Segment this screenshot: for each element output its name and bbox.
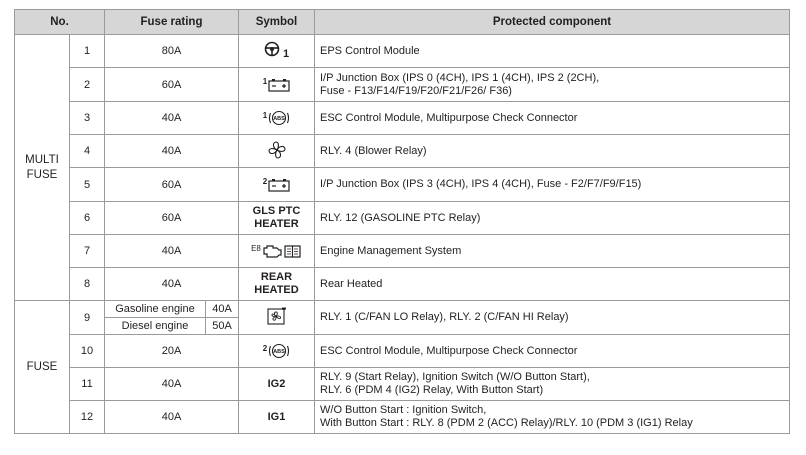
symbol-superscript: 2 (262, 343, 268, 353)
row-number: 4 (70, 135, 105, 168)
protected-component (315, 301, 790, 335)
component-line: Rear Heated (320, 277, 383, 290)
fuse-rating: 60A (105, 202, 239, 235)
symbol-superscript: 1 (262, 77, 268, 86)
steering-eps-icon (264, 41, 280, 57)
row-number: 9 (70, 301, 105, 335)
engine-label: Gasoline engine (105, 301, 206, 318)
svg-text:ABS: ABS (273, 116, 286, 122)
fuse-rating: 40A (105, 102, 239, 135)
table-row (15, 401, 790, 434)
component-line: Fuse - F13/F14/F19/F20/F21/F26/ F36) (320, 84, 512, 97)
protected-component (315, 68, 790, 102)
group-label-line2: FUSE (26, 168, 58, 181)
symbol-cell (239, 168, 315, 202)
component-line: ESC Control Module, Multipurpose Check Connector (320, 344, 578, 357)
table-row (15, 368, 790, 401)
table-row (15, 235, 790, 268)
symbol-text-line: REAR (260, 271, 293, 283)
row-number: 5 (70, 168, 105, 202)
protected-component (315, 268, 790, 301)
symbol-cell (239, 35, 315, 68)
fuse-rating: 40A (105, 268, 239, 301)
symbol-superscript: 2 (262, 177, 268, 186)
row-number: 10 (70, 335, 105, 368)
table-row (15, 35, 790, 68)
symbol-cell (239, 335, 315, 368)
table-row (15, 135, 790, 168)
header-no: No. (15, 10, 105, 35)
row-number: 3 (70, 102, 105, 135)
symbol-cell (239, 202, 315, 235)
fuse-rating: 40A (105, 235, 239, 268)
battery-icon (268, 78, 290, 92)
cooling-fan-icon (266, 306, 288, 326)
symbol-superscript: 1 (262, 110, 268, 120)
header-row (15, 10, 790, 35)
fuse-rating-split (105, 301, 239, 335)
component-line: I/P Junction Box (IPS 3 (4CH), IPS 4 (4CH), Fuse - F2/F7/F9/F15) (320, 178, 642, 190)
table-row (15, 268, 790, 301)
symbol-suffix: 1 (282, 48, 290, 60)
row-number: 2 (70, 68, 105, 102)
protected-component (315, 168, 790, 202)
component-line: RLY. 9 (Start Relay), Ignition Switch (W/O Button Start), (320, 371, 590, 383)
row-number: 11 (70, 368, 105, 401)
fuse-rating: 60A (105, 168, 239, 202)
symbol-cell (239, 135, 315, 168)
symbol-cell: IG1 (239, 401, 315, 434)
header-rating: Fuse rating (105, 10, 239, 35)
svg-text:ABS: ABS (273, 349, 286, 355)
table-row (15, 301, 790, 335)
component-line: I/P Junction Box (IPS 0 (4CH), IPS 1 (4CH), IPS 2 (2CH), (320, 71, 600, 84)
component-line: W/O Button Start : Ignition Switch, (320, 404, 487, 416)
protected-component (315, 35, 790, 68)
engine-rating: 50A (206, 318, 239, 335)
row-number: 12 (70, 401, 105, 434)
fuse-rating: 40A (105, 368, 239, 401)
fuse-rating: 20A (105, 335, 239, 368)
group-fuse: FUSE (15, 301, 70, 434)
battery-icon (268, 178, 290, 192)
row-number: 1 (70, 35, 105, 68)
fuse-rating: 80A (105, 35, 239, 68)
table-row (15, 102, 790, 135)
symbol-cell (239, 268, 315, 301)
symbol-cell (239, 301, 315, 335)
header-symbol: Symbol (239, 10, 315, 35)
protected-component (315, 335, 790, 368)
fuse-rating: 40A (105, 401, 239, 434)
row-number: 6 (70, 202, 105, 235)
fan-icon (267, 140, 287, 160)
fuse-table-container (14, 9, 790, 434)
table-row (15, 202, 790, 235)
protected-component (315, 368, 790, 401)
symbol-cell (239, 235, 315, 268)
symbol-text-line: HEATER (254, 218, 299, 230)
header-component: Protected component (315, 10, 790, 35)
fuse-rating: 40A (105, 135, 239, 168)
engine-rating: 40A (206, 301, 239, 318)
component-line: EPS Control Module (320, 44, 420, 57)
table-row (15, 68, 790, 102)
component-line: With Button Start : RLY. 8 (PDM 2 (ACC) Relay)/RLY. 10 (PDM 3 (IG1) Relay (320, 417, 693, 429)
protected-component (315, 235, 790, 268)
protected-component (315, 135, 790, 168)
engine-label: Diesel engine (121, 320, 189, 332)
fuse-table (14, 9, 790, 434)
abs-icon (268, 110, 290, 126)
symbol-text-line: GLS PTC (252, 205, 301, 217)
symbol-cell (239, 102, 315, 135)
table-row (15, 168, 790, 202)
protected-component (315, 102, 790, 135)
row-number: 8 (70, 268, 105, 301)
component-line: Engine Management System (320, 244, 462, 257)
group-label-line1: MULTI (25, 153, 59, 166)
symbol-superscript: E8 (251, 243, 261, 253)
rating-split-table (105, 301, 238, 334)
protected-component (315, 202, 790, 235)
abs-icon (268, 343, 290, 359)
row-number: 7 (70, 235, 105, 268)
component-line: RLY. 1 (C/FAN LO Relay), RLY. 2 (C/FAN HI Relay) (320, 311, 569, 323)
component-line: RLY. 12 (GASOLINE PTC Relay) (320, 211, 481, 224)
engine-management-icon (262, 243, 302, 259)
symbol-cell (239, 68, 315, 102)
fuse-rating: 60A (105, 68, 239, 102)
component-line: RLY. 4 (Blower Relay) (320, 144, 427, 157)
symbol-text-line: HEATED (254, 284, 299, 296)
component-line: RLY. 6 (PDM 4 (IG2) Relay, With Button Start) (320, 384, 544, 396)
symbol-cell: IG2 (239, 368, 315, 401)
group-multi-fuse (15, 35, 70, 301)
protected-component (315, 401, 790, 434)
component-line: ESC Control Module, Multipurpose Check Connector (320, 111, 578, 124)
table-row (15, 335, 790, 368)
